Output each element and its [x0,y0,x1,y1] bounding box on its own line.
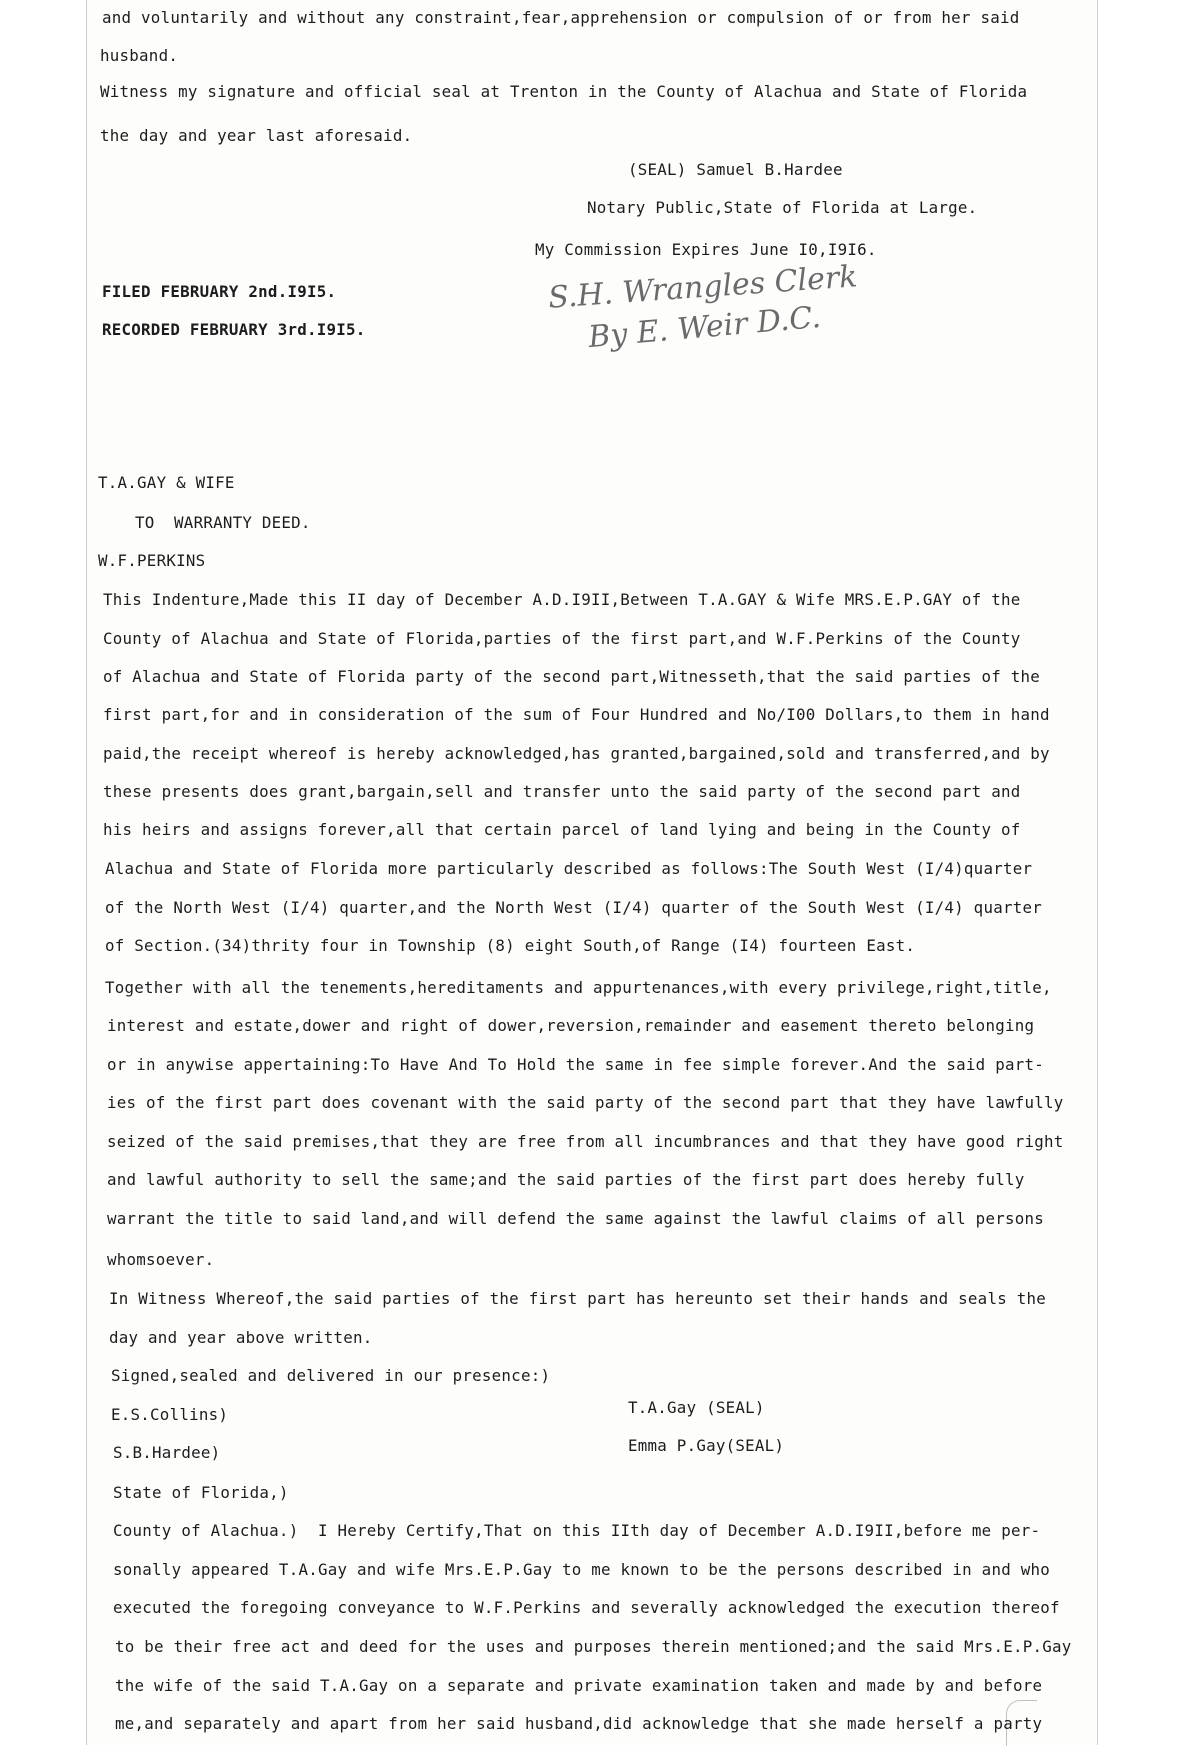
body-line: In Witness Whereof,the said parties of the first part has hereunto set their hands and seals the [109,1289,1047,1308]
body-line: day and year above written. [109,1328,373,1347]
body-line: seized of the said premises,that they are free from all incumbrances and that they have good right [107,1132,1064,1151]
body-line: interest and estate,dower and right of dower,reversion,remainder and easement thereto belonging [107,1016,1035,1035]
ack-line: me,and separately and apart from her said husband,did acknowledge that she made herself a party [115,1714,1043,1733]
body-line: and lawful authority to sell the same;and the said parties of the first part does hereby fully [107,1170,1025,1189]
body-line: Together with all the tenements,hereditaments and appurtenances,with every privilege,right,title, [105,978,1052,997]
text-line: husband. [100,46,179,65]
filed-date: FILED FEBRUARY 2nd.I9I5. [102,282,337,301]
witness-2: S.B.Hardee) [113,1443,221,1462]
witness-1: E.S.Collins) [111,1405,229,1424]
body-line: of Alachua and State of Florida party of the second part,Witnesseth,that the said parties of the [103,667,1041,686]
notary-name: (SEAL) Samuel B.Hardee [628,160,843,179]
ack-line: executed the foregoing conveyance to W.F.Perkins and severally acknowledged the execution thereof [113,1598,1060,1617]
ack-line: to be their free act and deed for the uses and purposes therein mentioned;and the said Mrs.E.P.Gay [115,1637,1072,1656]
grantor-signature-1: T.A.Gay (SEAL) [628,1398,765,1417]
recorded-date: RECORDED FEBRUARY 3rd.I9I5. [102,320,366,339]
body-line: County of Alachua and State of Florida,parties of the first part,and W.F.Perkins of the County [103,629,1021,648]
body-line: Signed,sealed and delivered in our presence:) [111,1366,551,1385]
ack-line: County of Alachua.) I Hereby Certify,That on this IIth day of December A.D.I9II,before me per- [113,1521,1041,1540]
text-line: and voluntarily and without any constraint,fear,apprehension or compulsion of or from her said [102,8,1020,27]
body-line: This Indenture,Made this II day of December A.D.I9II,Between T.A.GAY & Wife MRS.E.P.GAY of the [103,590,1021,609]
text-line: the day and year last aforesaid. [100,126,413,145]
body-line: of Section.(34)thrity four in Township (8) eight South,of Range (I4) fourteen East. [105,936,916,955]
notary-title: Notary Public,State of Florida at Large. [587,198,978,217]
body-line: ies of the first part does covenant with the said party of the second part that they have lawfully [107,1093,1064,1112]
body-line: warrant the title to said land,and will defend the same against the lawful claims of all persons [107,1209,1045,1228]
body-line: Alachua and State of Florida more particularly described as follows:The South West (I/4)quarter [105,859,1033,878]
ack-line: the wife of the said T.A.Gay on a separate and private examination taken and made by and before [115,1676,1043,1695]
body-line: whomsoever. [107,1250,215,1269]
body-line: first part,for and in consideration of the sum of Four Hundred and No/I00 Dollars,to them in hand [103,705,1050,724]
grantor-signature-2: Emma P.Gay(SEAL) [628,1436,785,1455]
clerk-signature: S.H. Wrangles Clerk [547,259,859,316]
text-line: Witness my signature and official seal at Trenton in the County of Alachua and State of Florida [100,82,1028,101]
caption-type: TO WARRANTY DEED. [135,513,311,532]
body-line: these presents does grant,bargain,sell and transfer unto the said party of the second part and [103,782,1021,801]
body-line: of the North West (I/4) quarter,and the North West (I/4) quarter of the South West (I/4) quarter [105,898,1043,917]
body-line: paid,the receipt whereof is hereby acknowledged,has granted,bargained,sold and transferred,and by [103,744,1050,763]
body-line: or in anywise appertaining:To Have And To Hold the same in fee simple forever.And the said part- [107,1055,1045,1074]
notary-commission: My Commission Expires June I0,I9I6. [535,240,877,259]
deputy-clerk-signature: By E. Weir D.C. [586,299,823,356]
caption-grantee: W.F.PERKINS [98,551,206,570]
ack-line: State of Florida,) [113,1483,289,1502]
ack-line: sonally appeared T.A.Gay and wife Mrs.E.P.Gay to me known to be the persons described in and who [113,1560,1051,1579]
caption-grantor: T.A.GAY & WIFE [98,473,235,492]
body-line: his heirs and assigns forever,all that certain parcel of land lying and being in the County of [103,820,1021,839]
